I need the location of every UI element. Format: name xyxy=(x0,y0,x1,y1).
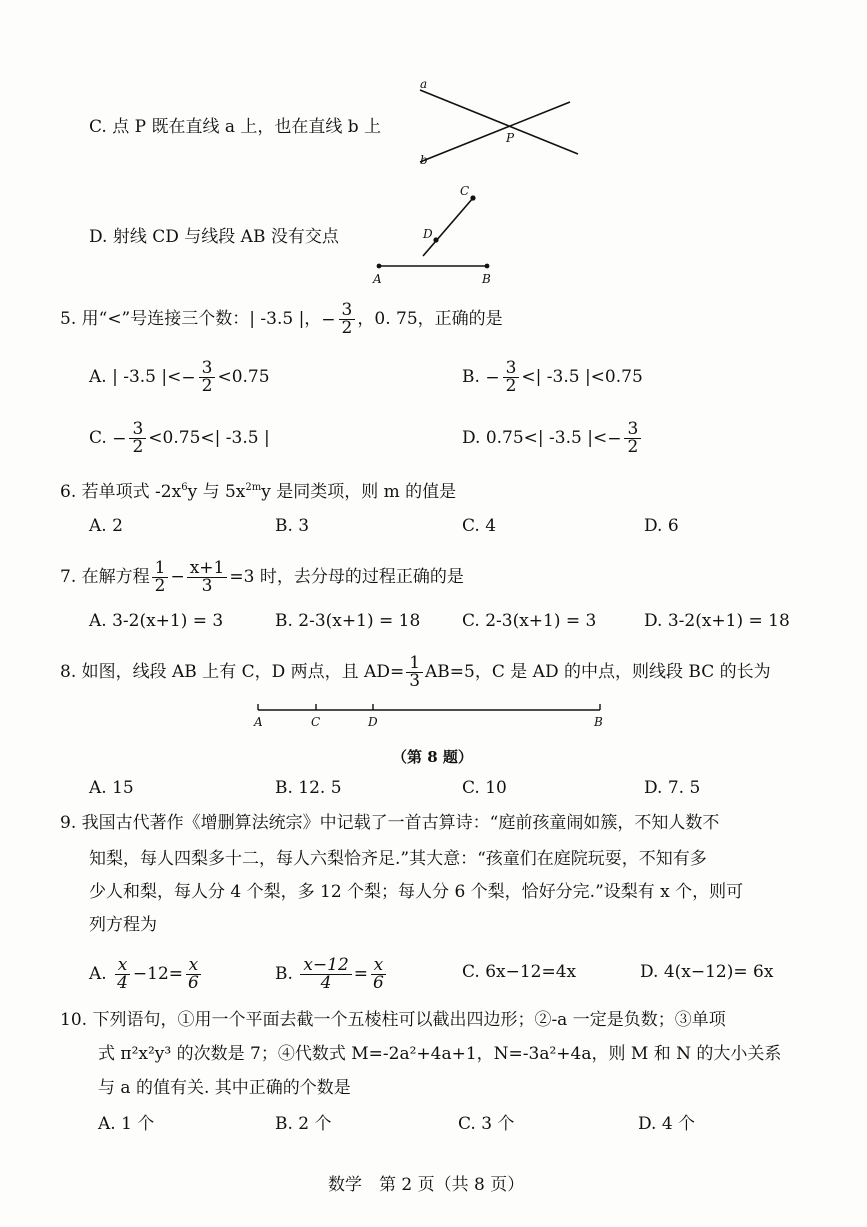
q10-option-c: C. 3 个 xyxy=(458,1114,515,1134)
q10-line-2: 式 π²x²y³ 的次数是 7；④代数式 M=-2a²+4a+1，N=-3a²+4a，则 M 和 N 的大小关系 xyxy=(98,1044,782,1064)
q8-option-d: D. 7. 5 xyxy=(644,778,701,798)
q5-option-d: D. 0.75<| -3.5 |<− $\frac{3}{2}$ xyxy=(462,421,643,456)
q7-stem: 7. 在解方程 $\frac{1}{2}$ − $\frac{x+1}{3}$ =3 时，去分母的过程正确的是 xyxy=(60,558,464,596)
q5-stem: 5. 用“<”号连接三个数：| -3.5 |，− $\frac{3}{2}$ ，0. 75，正确的是 xyxy=(60,300,503,338)
q7-option-b: B. 2-3(x+1) = 18 xyxy=(275,611,421,631)
label-a: A xyxy=(254,715,263,729)
line-a xyxy=(420,90,578,154)
q10-option-a: A. 1 个 xyxy=(98,1114,155,1134)
q8-option-b: B. 12. 5 xyxy=(275,778,342,798)
q8-option-c: C. 10 xyxy=(462,778,507,798)
label-b: B xyxy=(482,272,491,286)
q7-option-c: C. 2-3(x+1) = 3 xyxy=(462,611,597,631)
q9-option-a: A. $\frac{x}{4}$ −12= $\frac{x}{6}$ xyxy=(89,957,204,992)
point-a xyxy=(377,264,382,269)
label-c: C xyxy=(311,715,321,729)
point-b xyxy=(485,264,490,269)
label-a: A xyxy=(373,272,382,286)
page-footer: 数学 第 2 页（共 8 页） xyxy=(328,1175,525,1195)
q5-option-c: C. − $\frac{3}{2}$ <0.75<| -3.5 | xyxy=(89,419,270,457)
q9-line-2: 知梨，每人四梨多十二，每人六梨恰齐足.”其大意：“孩童们在庭院玩耍，不知有多 xyxy=(89,849,707,869)
q10-line-3: 与 a 的值有关. 其中正确的个数是 xyxy=(98,1078,351,1098)
label-d: D xyxy=(368,715,378,729)
q9-line-3: 少人和梨，每人分 4 个梨，多 12 个梨；每人分 6 个梨，恰好分完.”设梨有 x 个，则可 xyxy=(89,882,744,902)
q8-stem: 8. 如图，线段 AB 上有 C，D 两点，且 AD= $\frac{1}{3}$ AB=5，C 是 AD 的中点，则线段 BC 的长为 xyxy=(60,653,771,691)
q6-option-a: A. 2 xyxy=(89,516,123,536)
q10-option-d: D. 4 个 xyxy=(638,1114,696,1134)
intersecting-lines-figure xyxy=(410,72,590,172)
q7-option-a: A. 3-2(x+1) = 3 xyxy=(89,611,224,631)
q6-stem: 6. 若单项式 $-2x^6y$ 与 $5x^{2m}y$ 是同类项，则 m 的值是 xyxy=(60,482,457,502)
q9-option-c: C. 6x−12=4x xyxy=(462,962,577,982)
q4-option-c: C. 点 P 既在直线 a 上，也在直线 b 上 xyxy=(89,117,382,137)
segment-figure-q8 xyxy=(248,698,613,734)
label-b: b xyxy=(420,153,428,167)
q8-caption: （第 8 题） xyxy=(392,748,473,766)
label-d: D xyxy=(423,227,433,241)
q6-option-b: B. 3 xyxy=(275,516,310,536)
line-b xyxy=(420,102,570,162)
q9-line-4: 列方程为 xyxy=(89,915,157,935)
q8-option-a: A. 15 xyxy=(89,778,134,798)
q4-option-d: D. 射线 CD 与线段 AB 没有交点 xyxy=(89,227,339,247)
q9-line-1: 9. 我国古代著作《增删算法统宗》中记载了一首古算诗：“庭前孩童闹如簇，不知人数不 xyxy=(60,813,720,833)
q10-option-b: B. 2 个 xyxy=(275,1114,332,1134)
label-p: P xyxy=(506,131,515,145)
q9-option-d: D. 4(x−12)= 6x xyxy=(640,962,774,982)
point-d xyxy=(433,237,438,242)
q5-option-a: A. | -3.5 |<− $\frac{3}{2}$ <0.75 xyxy=(89,358,270,396)
q9-option-b: B. $\frac{x-12}{4}$ = $\frac{x}{6}$ xyxy=(275,957,389,992)
point-c xyxy=(470,195,475,200)
label-a: a xyxy=(420,77,428,91)
q6-option-c: C. 4 xyxy=(462,516,497,536)
q6-option-d: D. 6 xyxy=(644,516,679,536)
label-c: C xyxy=(460,184,470,198)
label-b: B xyxy=(594,715,603,729)
q5-option-b: B. − $\frac{3}{2}$ <| -3.5 |<0.75 xyxy=(462,358,643,396)
q10-line-1: 10. 下列语句，①用一个平面去截一个五棱柱可以截出四边形；②-a 一定是负数；③单项 xyxy=(60,1010,726,1030)
q7-option-d: D. 3-2(x+1) = 18 xyxy=(644,611,790,631)
ray-segment-figure xyxy=(365,182,505,287)
